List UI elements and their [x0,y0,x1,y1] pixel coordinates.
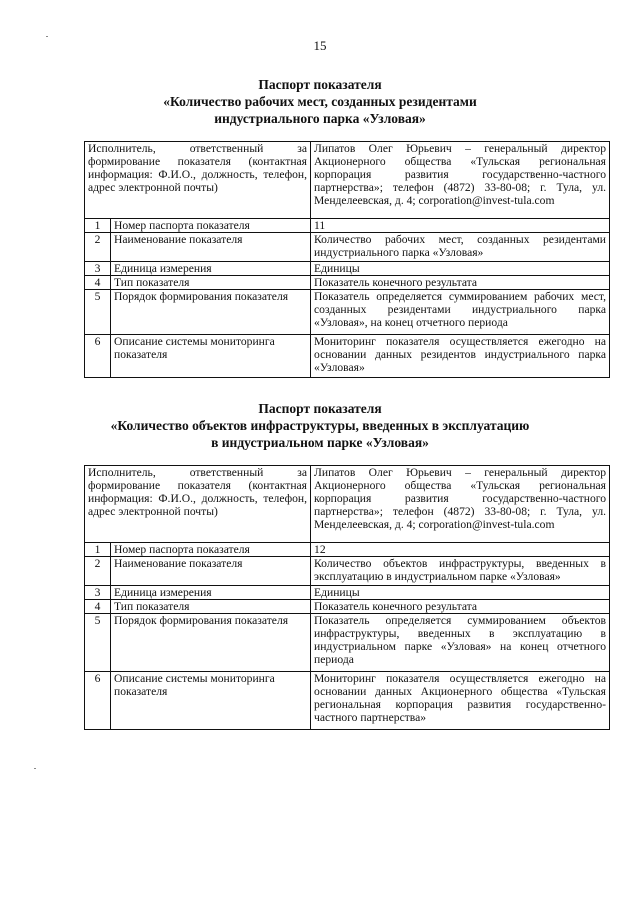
page-number: 15 [313,38,327,53]
row-label: Порядок формирования показателя [111,614,311,672]
row-value: Количество рабочих мест, созданных резидентами индустриального парка «Узловая» [311,233,610,262]
row-label: Порядок формирования показателя [111,290,311,335]
row-label: Тип показателя [111,600,311,614]
row-number: 1 [85,543,111,557]
executor-value: Липатов Олег Юрьевич – генеральный директор Акционерного общества «Тульская региональная корпорация развития государственно-частного партнерства»; телефон (4872) 33-80-08; г. Тула, ул. Менделеевская, д. 4; corporation@invest-tula.com [311,466,610,543]
row-number: 3 [85,586,111,600]
row-number: 6 [85,335,111,378]
row-value: Показатель определяется суммированием объектов инфраструктуры, введенных в эксплуатацию в индустриальном парке «Узловая» на конец отчетного периода [311,614,610,672]
table-row [85,262,610,276]
table-row [85,614,610,672]
row-value: Показатель конечного результата [311,600,610,614]
row-label: Единица измерения [111,262,311,276]
row-value: Мониторинг показателя осуществляется ежегодно на основании данных резидентов индустриального парка «Узловая» [311,335,610,378]
row-value: Показатель определяется суммированием рабочих мест, созданных резидентами индустриального парка «Узловая», на конец отчетного периода [311,290,610,335]
row-number: 2 [85,557,111,586]
title-line: Паспорт показателя [258,77,382,92]
row-number: 5 [85,290,111,335]
row-number: 6 [85,672,111,730]
row-value: Количество объектов инфраструктуры, введенных в эксплуатацию в индустриальном парке «Узловая» [311,557,610,586]
row-label: Наименование показателя [111,557,311,586]
table-row [85,219,610,233]
title-line: Паспорт показателя [258,401,382,416]
executor-label: Исполнитель, ответственный за формирование показателя (контактная информация: Ф.И.О., должность, телефон, адрес электронной почты) [85,142,311,219]
row-label: Единица измерения [111,586,311,600]
row-value: Единицы [311,586,610,600]
scan-mark [34,768,36,769]
table-row [85,672,610,730]
row-number: 4 [85,600,111,614]
row-label: Описание системы мониторинга показателя [111,335,311,378]
passport-title-2 [0,400,640,451]
table-row [85,543,610,557]
executor-label: Исполнитель, ответственный за формирование показателя (контактная информация: Ф.И.О., должность, телефон, адрес электронной почты) [85,466,311,543]
executor-value: Липатов Олег Юрьевич – генеральный директор Акционерного общества «Тульская региональная корпорация развития государственно-частного партнерства»; телефон (4872) 33-80-08; г. Тула, ул. Менделеевская, д. 4; corporation@invest-tula.com [311,142,610,219]
passport-table-1 [84,141,610,378]
row-number: 1 [85,219,111,233]
table-row [85,586,610,600]
title-line: в индустриальном парке «Узловая» [211,435,429,450]
table-row [85,600,610,614]
row-number: 5 [85,614,111,672]
row-label: Тип показателя [111,276,311,290]
passport-title-1 [0,76,640,127]
row-label: Наименование показателя [111,233,311,262]
scan-mark [46,36,48,37]
row-value: Единицы [311,262,610,276]
row-value: Мониторинг показателя осуществляется ежегодно на основании данных Акционерного общества «Тульская региональная корпорация развития государственно-частного партнерства» [311,672,610,730]
table-row [85,466,610,543]
row-label: Номер паспорта показателя [111,543,311,557]
row-label: Номер паспорта показателя [111,219,311,233]
row-value: 11 [311,219,610,233]
row-value: 12 [311,543,610,557]
table-row [85,276,610,290]
title-line: индустриального парка «Узловая» [214,111,426,126]
row-label: Описание системы мониторинга показателя [111,672,311,730]
table-row [85,335,610,378]
row-number: 2 [85,233,111,262]
passport-table-2 [84,465,610,730]
table-row [85,142,610,219]
row-value: Показатель конечного результата [311,276,610,290]
table-row [85,233,610,262]
row-number: 3 [85,262,111,276]
title-line: «Количество рабочих мест, созданных резидентами [163,94,477,109]
title-line: «Количество объектов инфраструктуры, введенных в эксплуатацию [110,418,530,433]
table-row [85,557,610,586]
table-row [85,290,610,335]
row-number: 4 [85,276,111,290]
